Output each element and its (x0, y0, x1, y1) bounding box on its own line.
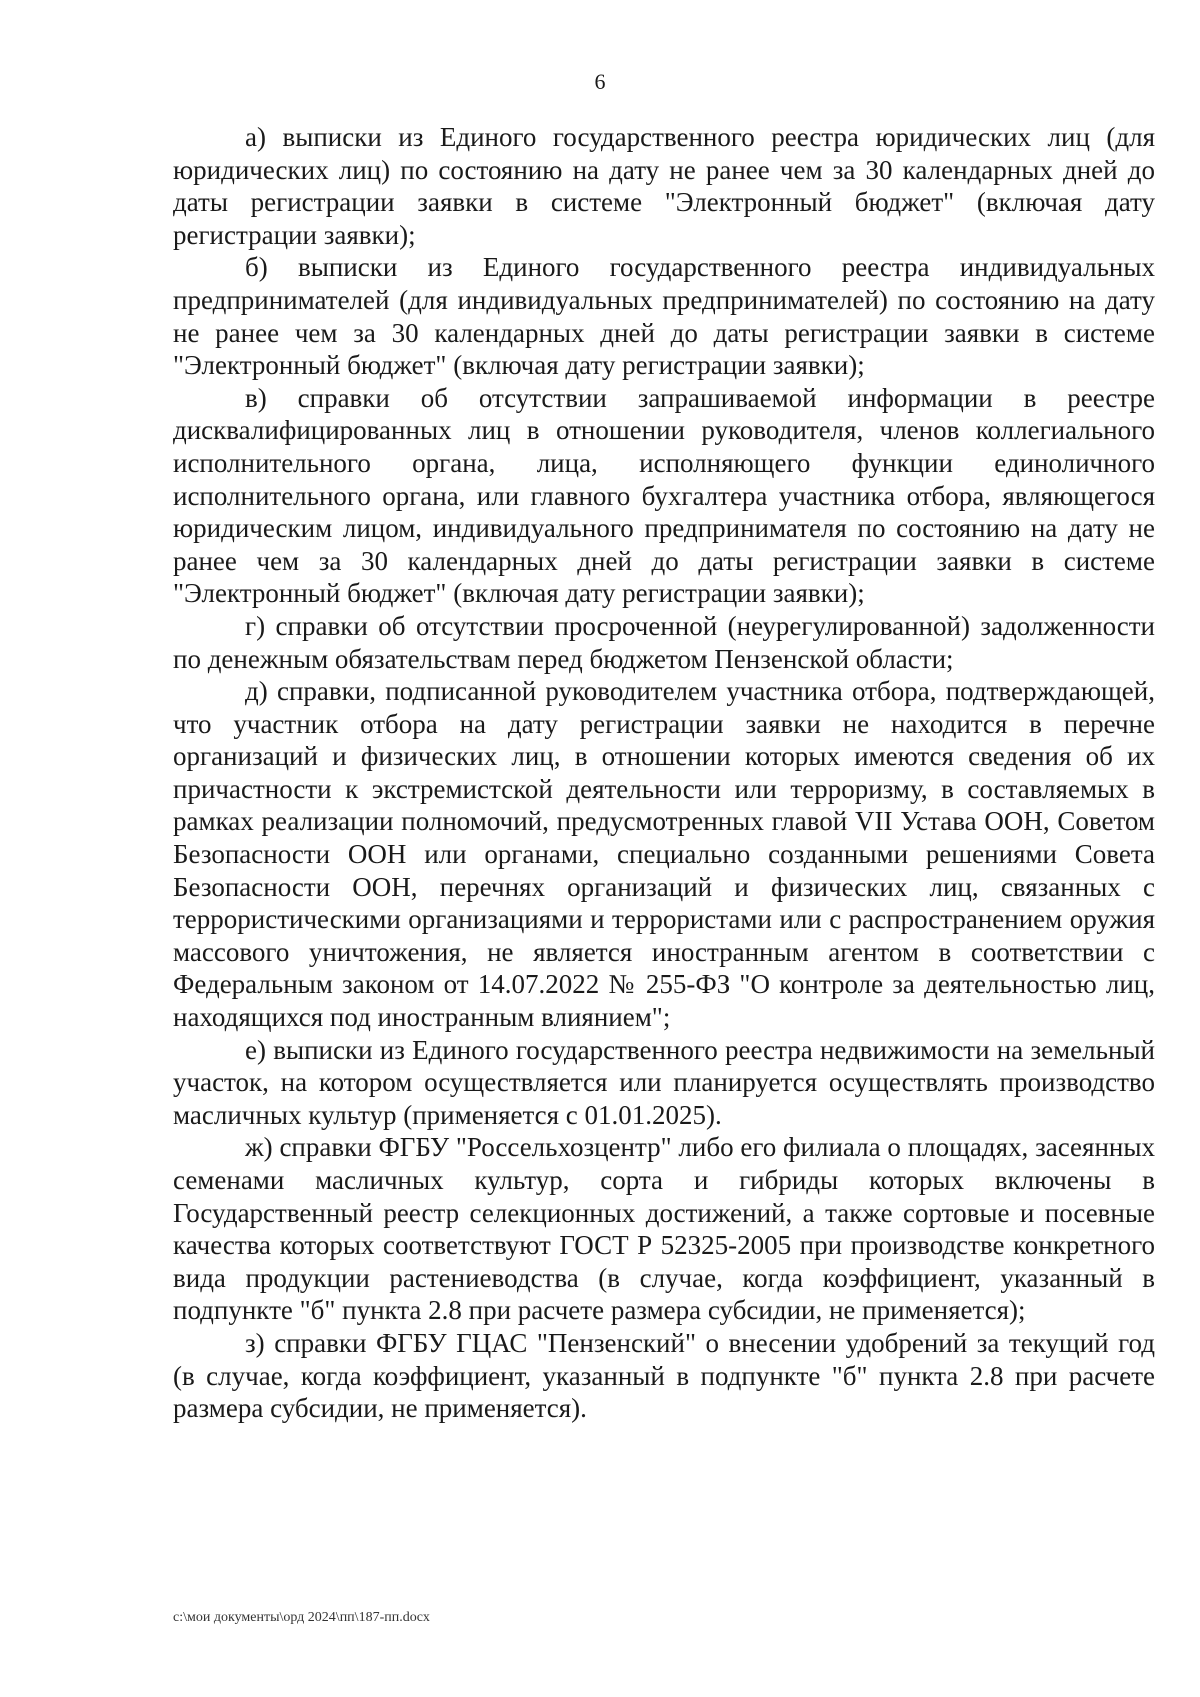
paragraph-d: д) справки, подписанной руководителем участника отбора, подтверждающей, что участник отбора на дату регистрации заявки не находится в перечне организаций и физических лиц, в отношении которых имеются сведения об их причастности к экстремистской деятельности или терроризму, в составляемых в рамках реализации полномочий, предусмотренных главой VII Устава ООН, Советом Безопасности ООН или органами, специально созданными решениями Совета Безопасности ООН, перечнях организаций и физических лиц, связанных с террористическими организациями и террористами или с распространением оружия массового уничтожения, не является иностранным агентом в соответствии с Федеральным законом от 14.07.2022 № 255-ФЗ "О контроле за деятельностью лиц, находящихся под иностранным влиянием"; (173, 676, 1155, 1033)
document-body (173, 121, 1155, 1425)
paragraph-z: з) справки ФГБУ ГЦАС "Пензенский" о внесении удобрений за текущий год (в случае, когда коэффициент, указанный в подпункте "б" пункта 2.8 при расчете размера субсидии, не применяется). (173, 1327, 1155, 1424)
paragraph-a: а) выписки из Единого государственного реестра юридических лиц (для юридических лиц) по состоянию на дату не ранее чем за 30 календарных дней до даты регистрации заявки в системе "Электронный бюджет" (включая дату регистрации заявки); (173, 122, 1155, 250)
paragraph-e: е) выписки из Единого государственного реестра недвижимости на земельный участок, на котором осуществляется или планируется осуществлять производство масличных культур (применяется с 01.01.2025). (173, 1034, 1155, 1130)
paragraph-g: г) справки об отсутствии просроченной (неурегулированной) задолженности по денежным обязательствам перед бюджетом Пензенской области; (173, 610, 1155, 674)
paragraph-b: б) выписки из Единого государственного реестра индивидуальных предпринимателей (для индивидуальных предпринимателей) по состоянию на дату не ранее чем за 30 календарных дней до даты регистрации заявки в системе "Электронный бюджет" (включая дату регистрации заявки); (173, 252, 1155, 381)
paragraph-v: в) справки об отсутствии запрашиваемой информации в реестре дисквалифицированных лиц в отношении руководителя, членов коллегиального исполнительного органа, лица, исполняющего функции единоличного исполнительного органа, или главного бухгалтера участника отбора, являющегося юридическим лицом, индивидуального предпринимателя по состоянию на дату не ранее чем за 30 календарных дней до даты регистрации заявки в системе "Электронный бюджет" (включая дату регистрации заявки); (173, 382, 1155, 609)
page-number: 6 (594, 69, 606, 94)
paragraph-zh: ж) справки ФГБУ "Россельхозцентр" либо его филиала о площадях, засеянных семенами масличных культур, сорта и гибриды которых включены в Государственный реестр селекционных достижений, а также сортовые и посевные качества которых соответствуют ГОСТ Р 52325-2005 при производстве конкретного вида продукции растениеводства (в случае, когда коэффициент, указанный в подпункте "б" пункта 2.8 при расчете размера субсидии, не применяется); (173, 1132, 1155, 1326)
footer-file-path: c:\мои документы\орд 2024\пп\187-пп.docx (173, 1610, 430, 1625)
